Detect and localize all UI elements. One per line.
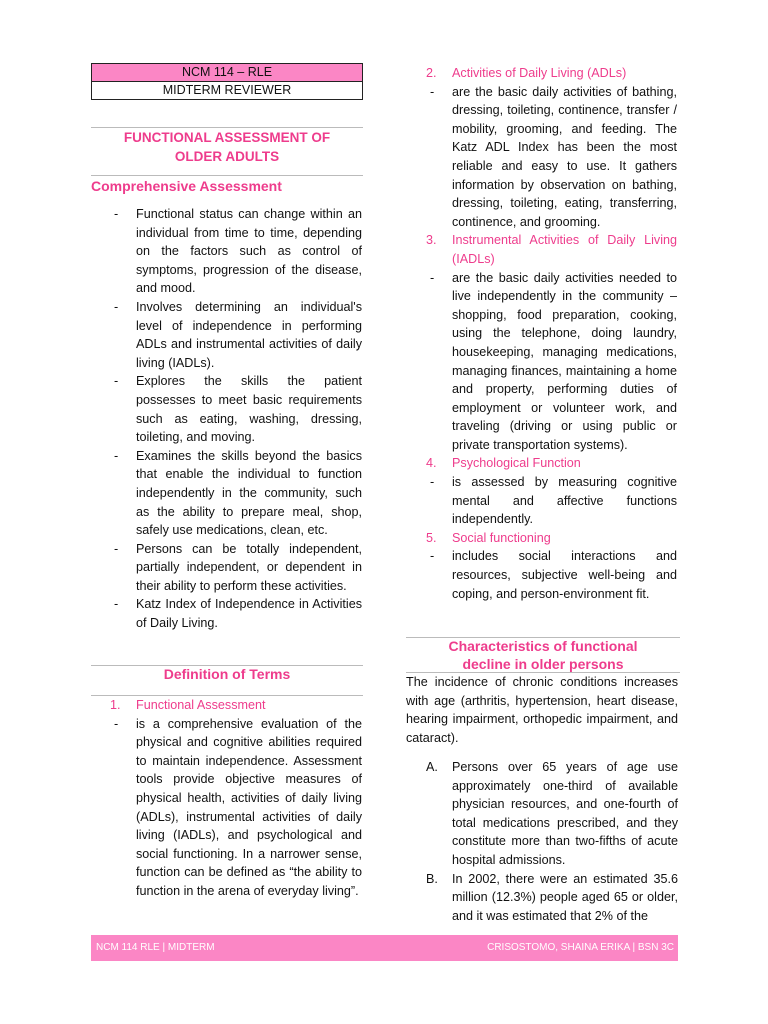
term-definition-text: are the basic daily activities of bathing, dressing, toileting, continence, transfer / mobility, grooming, and feeding. The Katz ADL Index has been the most reliable and easy to use. It gathers information by observation on bathing, dressing, toileting, eating, transferring, continence, and grooming. bbox=[452, 84, 677, 229]
list-item-text: Examines the skills beyond the basics that enable the individual to function independently in the community, such as the ability to prepare meal, shop, safely use medications, clean, etc. bbox=[136, 448, 362, 538]
term-definition: - includes social interactions and resources, subjective well-being and coping, and person-environment fit. bbox=[430, 549, 677, 601]
main-title bbox=[91, 128, 363, 166]
list-item: - Functional status can change within an individual from time to time, depending on the factors such as control of symptoms, progression of the disease, and mood. bbox=[114, 207, 362, 296]
term-number: 5. bbox=[426, 530, 437, 545]
terms-list-continued bbox=[426, 64, 677, 603]
footer-left: NCM 114 RLE | MIDTERM bbox=[96, 942, 215, 953]
term-title: Activities of Daily Living (ADLs) bbox=[452, 66, 627, 80]
reviewer-header-box bbox=[91, 63, 363, 100]
term-number: 4. bbox=[426, 456, 437, 471]
term-definition-text: are the basic daily activities needed to live independently in the community – shopping, food preparation, cooking, using the telephone, doing laundry, housekeeping, managing medications, managing finances, maintaining a home and property, performing duties of employment or volunteer work, and traveling (driving or using public or private transportation systems). bbox=[452, 270, 677, 452]
decline-heading-line1: Characteristics of functional bbox=[448, 638, 638, 654]
term-number: 2. bbox=[426, 66, 437, 80]
term-title-row bbox=[426, 454, 677, 473]
term-title-row bbox=[110, 696, 362, 715]
list-marker: A. bbox=[426, 760, 438, 774]
decline-intro: The incidence of chronic conditions increases with age (arthritis, hypertension, heart disease, hearing impairment, orthopedic impairment, and cataract). bbox=[406, 675, 678, 745]
term-social-functioning bbox=[426, 529, 677, 603]
comprehensive-list bbox=[114, 205, 362, 633]
term-title: Social functioning bbox=[452, 530, 551, 545]
term-iadls bbox=[426, 231, 677, 454]
term-definition-text: is a comprehensive evaluation of the physical and cognitive abilities required to maintain independence. Assessment tools provide objective measures of physical health, activities of daily living (ADLs), instrumental activities of daily living (IADLs), and psychological and social functioning. In a narrower sense, function can be defined as “the ability to function in the arena of everyday living”. bbox=[136, 716, 362, 898]
list-item: - Involves determining an individual's level of independence in performing ADLs and instrumental activities of daily living (IADLs). bbox=[114, 299, 362, 370]
decline-heading-line2: decline in older persons bbox=[462, 656, 624, 672]
term-title-row bbox=[426, 529, 677, 548]
list-item-text: In 2002, there were an estimated 35.6 million (12.3%) people aged 65 or older, and it was estimated that 2% of the bbox=[452, 871, 678, 923]
comprehensive-heading: Comprehensive Assessment bbox=[91, 178, 282, 194]
term-psychological-function bbox=[426, 454, 677, 528]
list-item-text: Involves determining an individual's level of independence in performing ADLs and instrumental activities of daily living (IADLs). bbox=[136, 299, 362, 370]
definition-heading: Definition of Terms bbox=[163, 666, 291, 682]
divider bbox=[91, 175, 363, 176]
term-definition: - is assessed by measuring cognitive mental and affective functions independently. bbox=[430, 475, 677, 527]
term-definition: - are the basic daily activities of bathing, dressing, toileting, continence, transfer / mobility, grooming, and feeding. The Katz ADL Index has been the most reliable and easy to use. It gathers information by observation on bathing, dressing, toileting, eating, transferring, continence, and grooming. bbox=[430, 84, 677, 229]
list-item: - Persons can be totally independent, partially independent, or dependent in their ability to perform these activities. bbox=[114, 541, 362, 593]
term-definition: - are the basic daily activities needed to live independently in the community – shopping, food preparation, cooking, using the telephone, doing laundry, housekeeping, managing medications, managing finances, maintaining a home and property, performing duties of employment or volunteer work, and traveling (driving or using public or private transportation systems). bbox=[430, 270, 677, 452]
list-item: - Examines the skills beyond the basics that enable the individual to function independently in the community, such as the ability to prepare meal, shop, safely use medications, clean, etc. bbox=[114, 448, 362, 538]
term-title-row bbox=[426, 64, 677, 83]
footer-right: CRISOSTOMO, SHAINA ERIKA | BSN 3C bbox=[487, 942, 674, 953]
term-title: Psychological Function bbox=[452, 456, 581, 471]
list-item: - Katz Index of Independence in Activities of Daily Living. bbox=[114, 597, 362, 631]
main-title-line2: OLDER ADULTS bbox=[174, 149, 280, 164]
list-item bbox=[426, 758, 678, 870]
decline-heading bbox=[406, 637, 680, 673]
page-footer bbox=[91, 935, 678, 961]
main-title-line1: FUNCTIONAL ASSESSMENT OF bbox=[123, 130, 331, 145]
list-item-text: Katz Index of Independence in Activities of Daily Living. bbox=[136, 597, 362, 631]
term-definition: - is a comprehensive evaluation of the physical and cognitive abilities required to maintain independence. Assessment tools provide objective measures of physical health, activities of daily living (ADLs), instrumental activities of daily living (IADLs), and psychological and social functioning. In a narrower sense, function can be defined as “the ability to function in the arena of everyday living”. bbox=[114, 716, 362, 898]
term-adls bbox=[426, 64, 677, 231]
term-title-row bbox=[426, 231, 677, 268]
course-code: NCM 114 – RLE bbox=[92, 64, 362, 82]
term-number: 1. bbox=[110, 698, 121, 712]
term-definition-text: is assessed by measuring cognitive mental and affective functions independently. bbox=[452, 475, 677, 527]
term-definition-text: includes social interactions and resources, subjective well-being and coping, and person-environment fit. bbox=[452, 549, 677, 601]
term-functional-assessment bbox=[110, 696, 362, 901]
term-number: 3. bbox=[426, 233, 437, 248]
term-title: Functional Assessment bbox=[136, 698, 266, 712]
list-item-text: Explores the skills the patient possesses to meet basic requirements such as eating, washing, dressing, toileting, and moving. bbox=[136, 374, 362, 445]
decline-list bbox=[426, 758, 678, 925]
list-item-text: Functional status can change within an individual from time to time, depending on the factors such as control of symptoms, progression of the disease, and mood. bbox=[136, 207, 362, 296]
list-item-text: Persons can be totally independent, partially independent, or dependent in their ability to perform these activities. bbox=[136, 541, 362, 593]
reviewer-subtitle: MIDTERM REVIEWER bbox=[162, 83, 292, 97]
list-item-text: Persons over 65 years of age use approximately one-third of available physician resources, and one-fourth of total medications prescribed, and they constitute more than two-fifths of acute hospital admissions. bbox=[452, 760, 678, 867]
list-marker: B. bbox=[426, 871, 438, 886]
list-item bbox=[426, 870, 678, 926]
list-item: - Explores the skills the patient possesses to meet basic requirements such as eating, washing, dressing, toileting, and moving. bbox=[114, 374, 362, 445]
term-title: Instrumental Activities of Daily Living (IADLs) bbox=[452, 233, 677, 266]
